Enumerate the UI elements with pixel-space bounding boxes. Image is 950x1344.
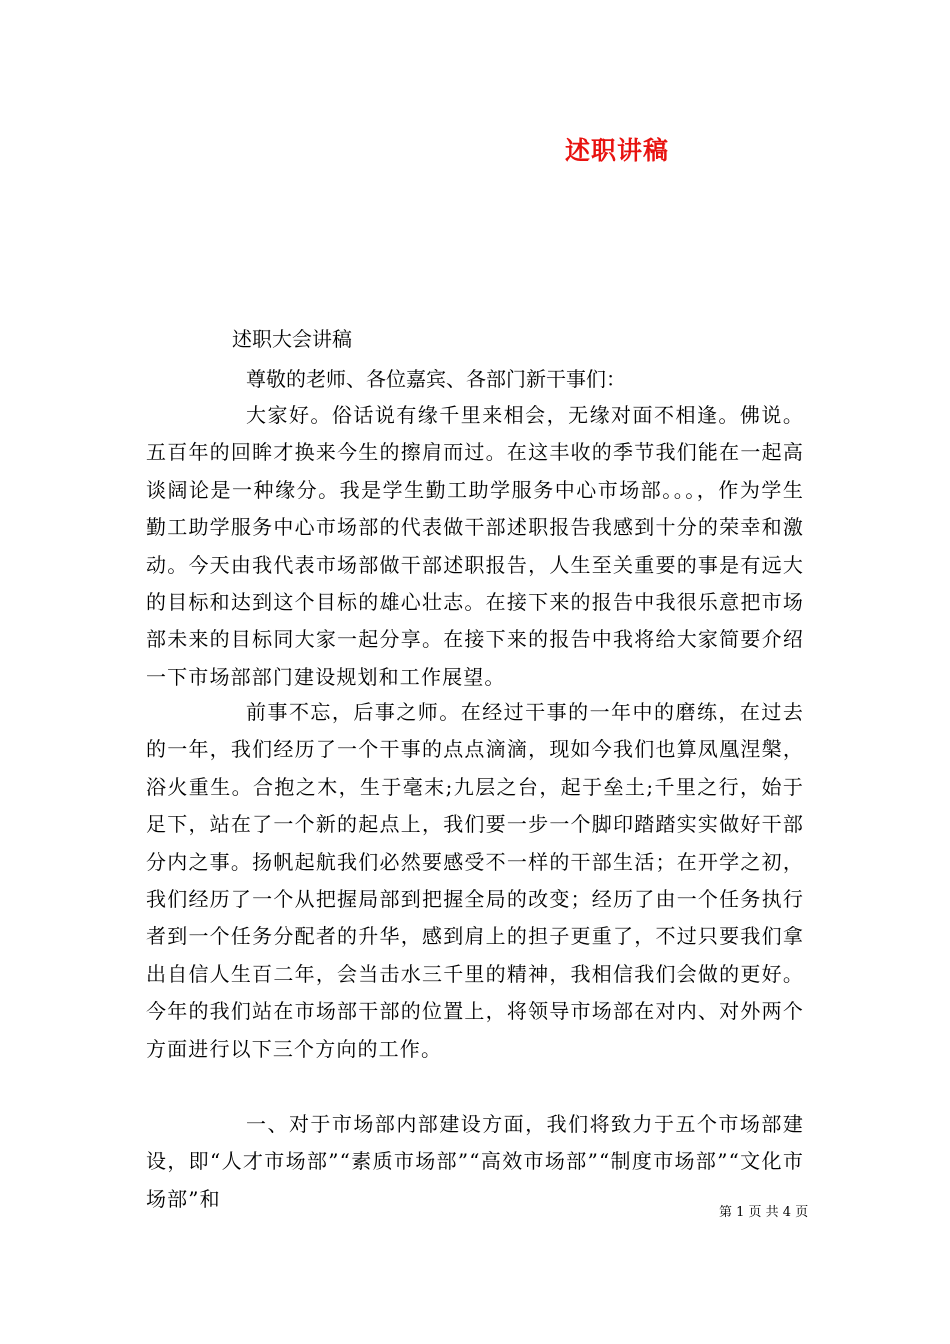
page-footer: 第 1 页 共 4 页 — [719, 1205, 809, 1220]
body-paragraph-3: 一、对于市场部内部建设方面，我们将致力于五个市场部建设，即“人才市场部”“素质市场部”“高效市场部”“制度市场部”“文化市场部”和 — [146, 1112, 804, 1211]
document-subtitle: 述职大会讲稿 — [232, 327, 352, 351]
salutation: 尊敬的老师、各位嘉宾、各部门新干事们： — [246, 367, 626, 391]
body-paragraph-1: 大家好。俗话说有缘千里来相会，无缘对面不相逢。佛说。五百年的回眸才换来今生的擦肩而过。在这丰收的季节我们能在一起高谈阔论是一种缘分。我是学生勤工助学服务中心市场部。。。，作为学生勤工助学服务中心市场部的代表做干部述职报告我感到十分的荣幸和激动。今天由我代表市场部做干部述职报告，人生至关重要的事是有远大的目标和达到这个目标的雄心壮志。在接下来的报告中我很乐意把市场部未来的目标同大家一起分享。在接下来的报告中我将给大家简要介绍一下市场部部门建设规划和工作展望。 — [146, 403, 804, 689]
document-title: 述职讲稿 — [565, 136, 670, 165]
body-paragraph-2: 前事不忘，后事之师。在经过干事的一年中的磨练，在过去的一年，我们经历了一个干事的点点滴滴，现如今我们也算凤凰涅槃，浴火重生。合抱之木，生于毫末;九层之台，起于垒土;千里之行，始于足下，站在了一个新的起点上，我们要一步一个脚印踏踏实实做好干部分内之事。扬帆起航我们必然要感受不一样的干部生活；在开学之初，我们经历了一个从把握局部到把握全局的改变；经历了由一个任务执行者到一个任务分配者的升华，感到肩上的担子更重了，不过只要我们拿出自信人生百二年，会当击水三千里的精神，我相信我们会做的更好。今年的我们站在市场部干部的位置上，将领导市场部在对内、对外两个方面进行以下三个方向的工作。 — [146, 700, 804, 1061]
